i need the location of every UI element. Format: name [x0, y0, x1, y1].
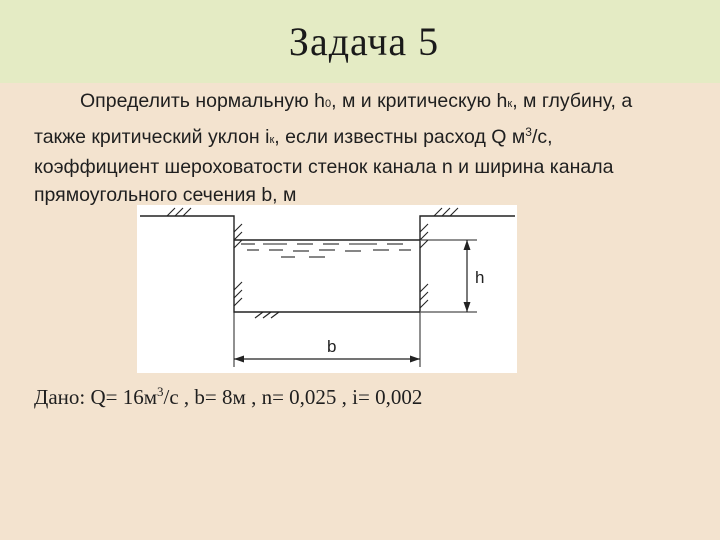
slide-title: Задача 5 [288, 19, 440, 64]
channel-svg [137, 205, 517, 373]
problem-line-2 [34, 119, 714, 155]
water-surface-dashes [241, 244, 411, 257]
text-segment: , м глубину, а [512, 90, 633, 112]
width-arrow-right [410, 356, 420, 363]
text-segment: , если известны расход Q м [274, 125, 526, 148]
given-text: Дано: Q= 16м [34, 385, 158, 409]
height-label: h [475, 268, 485, 287]
ground-hatching [167, 208, 458, 216]
critical-depth-subscript: к [507, 98, 513, 110]
critical-slope-subscript: к [269, 133, 275, 146]
channel-cross-section-diagram [137, 205, 517, 373]
critical-slope-symbol: i [265, 125, 270, 148]
given-data [34, 384, 422, 410]
text-segment: , м и критическую [331, 90, 497, 112]
left-wall-hatching [234, 224, 279, 318]
superscript: 3 [157, 384, 164, 399]
given-text: /с , b= 8м , n= 0,025 , i= 0,002 [163, 385, 423, 409]
superscript: 3 [525, 124, 532, 139]
depth-arrow-top [464, 240, 471, 250]
normal-depth-subscript: 0 [325, 98, 332, 110]
problem-statement [34, 88, 714, 209]
problem-line-1 [34, 88, 714, 119]
text-segment: также критический уклон [34, 125, 266, 148]
normal-depth-symbol: h [314, 90, 326, 112]
text-segment: Определить нормальную [80, 90, 315, 112]
text-segment: /с, [531, 125, 553, 148]
width-label: b [327, 337, 337, 356]
problem-line-4: прямоугольного сечения b, м [34, 183, 297, 206]
channel-outline [140, 216, 515, 312]
right-wall-hatching [420, 224, 428, 308]
critical-depth-symbol: h [496, 90, 508, 112]
depth-arrow-bottom [464, 302, 471, 312]
problem-line-3: коэффициент шероховатости стенок канала n и ширина канала [34, 156, 614, 178]
width-arrow-left [234, 356, 244, 363]
